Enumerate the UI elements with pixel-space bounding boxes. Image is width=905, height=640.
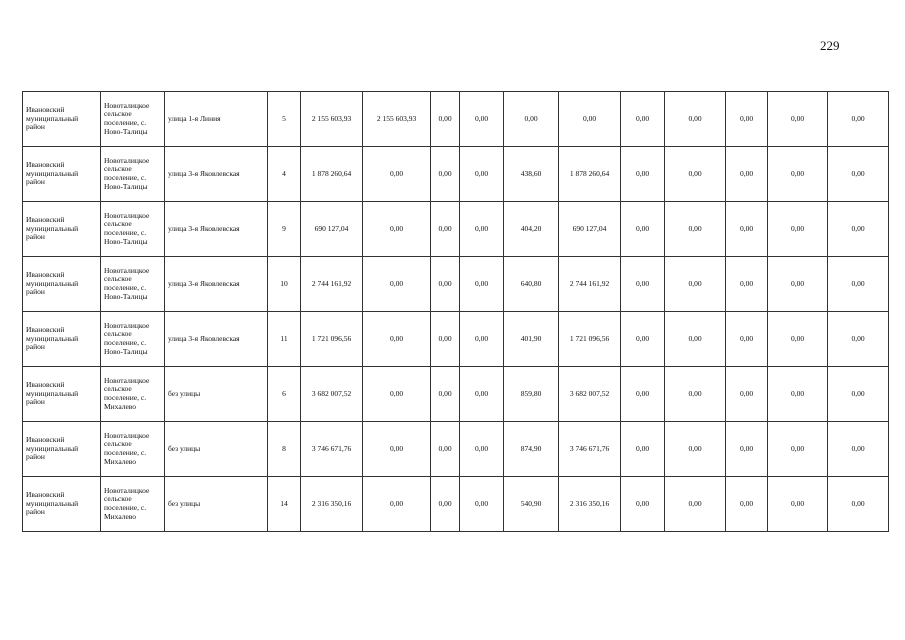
street-cell: улица 3-я Яковлевская <box>165 257 268 312</box>
value-cell: 0,00 <box>665 312 726 367</box>
value-cell: 0,00 <box>621 422 665 477</box>
street-cell: улица 3-я Яковлевская <box>165 312 268 367</box>
house-number-cell: 14 <box>268 477 301 532</box>
value-cell: 690 127,04 <box>559 202 621 257</box>
total-cost-cell: 2 155 603,93 <box>301 92 363 147</box>
value-cell: 3 746 671,76 <box>559 422 621 477</box>
table-row <box>23 257 889 312</box>
table-row <box>23 92 889 147</box>
value-cell: 0,00 <box>460 257 504 312</box>
value-cell: 1 878 260,64 <box>559 147 621 202</box>
district-cell: Ивановский муниципальный район <box>23 367 101 422</box>
value-cell: 0,00 <box>621 477 665 532</box>
area-cell: 859,80 <box>504 367 559 422</box>
page-number: 229 <box>820 38 840 53</box>
area-cell: 874,90 <box>504 422 559 477</box>
value-cell: 0,00 <box>363 422 431 477</box>
area-cell: 438,60 <box>504 147 559 202</box>
value-cell: 0,00 <box>460 367 504 422</box>
value-cell: 0,00 <box>768 422 828 477</box>
street-cell: без улицы <box>165 477 268 532</box>
value-cell: 0,00 <box>828 422 889 477</box>
value-cell: 3 682 007,52 <box>559 367 621 422</box>
street-cell: улица 3-я Яковлевская <box>165 202 268 257</box>
value-cell: 0,00 <box>665 257 726 312</box>
value-cell: 0,00 <box>768 147 828 202</box>
value-cell: 0,00 <box>768 202 828 257</box>
value-cell: 0,00 <box>460 312 504 367</box>
value-cell: 0,00 <box>726 312 768 367</box>
district-cell: Ивановский муниципальный район <box>23 202 101 257</box>
value-cell: 0,00 <box>768 257 828 312</box>
value-cell: 0,00 <box>431 92 460 147</box>
total-cost-cell: 1 878 260,64 <box>301 147 363 202</box>
value-cell: 0,00 <box>726 257 768 312</box>
value-cell: 0,00 <box>768 477 828 532</box>
housing-data-table <box>22 91 889 532</box>
district-cell: Ивановский муниципальный район <box>23 92 101 147</box>
table-row <box>23 312 889 367</box>
value-cell: 1 721 096,56 <box>559 312 621 367</box>
street-cell: улица 1-я Линия <box>165 92 268 147</box>
value-cell: 0,00 <box>431 147 460 202</box>
total-cost-cell: 2 744 161,92 <box>301 257 363 312</box>
value-cell: 0,00 <box>828 477 889 532</box>
street-cell: без улицы <box>165 367 268 422</box>
value-cell: 2 744 161,92 <box>559 257 621 312</box>
value-cell: 0,00 <box>665 202 726 257</box>
total-cost-cell: 1 721 096,56 <box>301 312 363 367</box>
district-cell: Ивановский муниципальный район <box>23 312 101 367</box>
value-cell: 0,00 <box>768 312 828 367</box>
total-cost-cell: 3 682 007,52 <box>301 367 363 422</box>
value-cell: 0,00 <box>460 477 504 532</box>
district-cell: Ивановский муниципальный район <box>23 257 101 312</box>
total-cost-cell: 690 127,04 <box>301 202 363 257</box>
value-cell: 2 316 350,16 <box>559 477 621 532</box>
value-cell: 0,00 <box>828 312 889 367</box>
value-cell: 0,00 <box>621 312 665 367</box>
value-cell: 0,00 <box>665 92 726 147</box>
value-cell: 0,00 <box>768 367 828 422</box>
table-row <box>23 422 889 477</box>
settlement-cell: Новоталицкое сельское поселение, с. Михалево <box>101 477 165 532</box>
value-cell: 2 155 603,93 <box>363 92 431 147</box>
house-number-cell: 4 <box>268 147 301 202</box>
house-number-cell: 10 <box>268 257 301 312</box>
total-cost-cell: 3 746 671,76 <box>301 422 363 477</box>
value-cell: 0,00 <box>363 312 431 367</box>
house-number-cell: 11 <box>268 312 301 367</box>
value-cell: 0,00 <box>559 92 621 147</box>
settlement-cell: Новоталицкое сельское поселение, с. Ново-Талицы <box>101 257 165 312</box>
total-cost-cell: 2 316 350,16 <box>301 477 363 532</box>
table-row <box>23 202 889 257</box>
value-cell: 0,00 <box>363 367 431 422</box>
value-cell: 0,00 <box>828 257 889 312</box>
value-cell: 0,00 <box>363 147 431 202</box>
area-cell: 0,00 <box>504 92 559 147</box>
table-row <box>23 147 889 202</box>
settlement-cell: Новоталицкое сельское поселение, с. Михалево <box>101 422 165 477</box>
house-number-cell: 6 <box>268 367 301 422</box>
value-cell: 0,00 <box>665 477 726 532</box>
value-cell: 0,00 <box>768 92 828 147</box>
value-cell: 0,00 <box>828 147 889 202</box>
value-cell: 0,00 <box>431 422 460 477</box>
value-cell: 0,00 <box>726 422 768 477</box>
value-cell: 0,00 <box>828 367 889 422</box>
area-cell: 404,20 <box>504 202 559 257</box>
value-cell: 0,00 <box>726 202 768 257</box>
house-number-cell: 8 <box>268 422 301 477</box>
value-cell: 0,00 <box>431 367 460 422</box>
value-cell: 0,00 <box>460 202 504 257</box>
value-cell: 0,00 <box>665 367 726 422</box>
value-cell: 0,00 <box>621 92 665 147</box>
value-cell: 0,00 <box>621 147 665 202</box>
value-cell: 0,00 <box>726 147 768 202</box>
value-cell: 0,00 <box>431 477 460 532</box>
area-cell: 540,90 <box>504 477 559 532</box>
settlement-cell: Новоталицкое сельское поселение, с. Ново-Талицы <box>101 147 165 202</box>
value-cell: 0,00 <box>726 92 768 147</box>
value-cell: 0,00 <box>828 202 889 257</box>
table-row <box>23 477 889 532</box>
value-cell: 0,00 <box>726 477 768 532</box>
street-cell: без улицы <box>165 422 268 477</box>
value-cell: 0,00 <box>665 422 726 477</box>
value-cell: 0,00 <box>431 202 460 257</box>
district-cell: Ивановский муниципальный район <box>23 147 101 202</box>
value-cell: 0,00 <box>460 422 504 477</box>
value-cell: 0,00 <box>828 92 889 147</box>
value-cell: 0,00 <box>431 257 460 312</box>
house-number-cell: 9 <box>268 202 301 257</box>
settlement-cell: Новоталицкое сельское поселение, с. Ново-Талицы <box>101 202 165 257</box>
value-cell: 0,00 <box>621 202 665 257</box>
settlement-cell: Новоталицкое сельское поселение, с. Ново-Талицы <box>101 312 165 367</box>
value-cell: 0,00 <box>621 367 665 422</box>
table-row <box>23 367 889 422</box>
value-cell: 0,00 <box>363 202 431 257</box>
district-cell: Ивановский муниципальный район <box>23 422 101 477</box>
settlement-cell: Новоталицкое сельское поселение, с. Михалево <box>101 367 165 422</box>
value-cell: 0,00 <box>665 147 726 202</box>
area-cell: 640,80 <box>504 257 559 312</box>
value-cell: 0,00 <box>726 367 768 422</box>
area-cell: 401,90 <box>504 312 559 367</box>
street-cell: улица 3-я Яковлевская <box>165 147 268 202</box>
house-number-cell: 5 <box>268 92 301 147</box>
settlement-cell: Новоталицкое сельское поселение, с. Ново-Талицы <box>101 92 165 147</box>
value-cell: 0,00 <box>431 312 460 367</box>
value-cell: 0,00 <box>460 147 504 202</box>
value-cell: 0,00 <box>363 477 431 532</box>
value-cell: 0,00 <box>363 257 431 312</box>
value-cell: 0,00 <box>460 92 504 147</box>
district-cell: Ивановский муниципальный район <box>23 477 101 532</box>
value-cell: 0,00 <box>621 257 665 312</box>
